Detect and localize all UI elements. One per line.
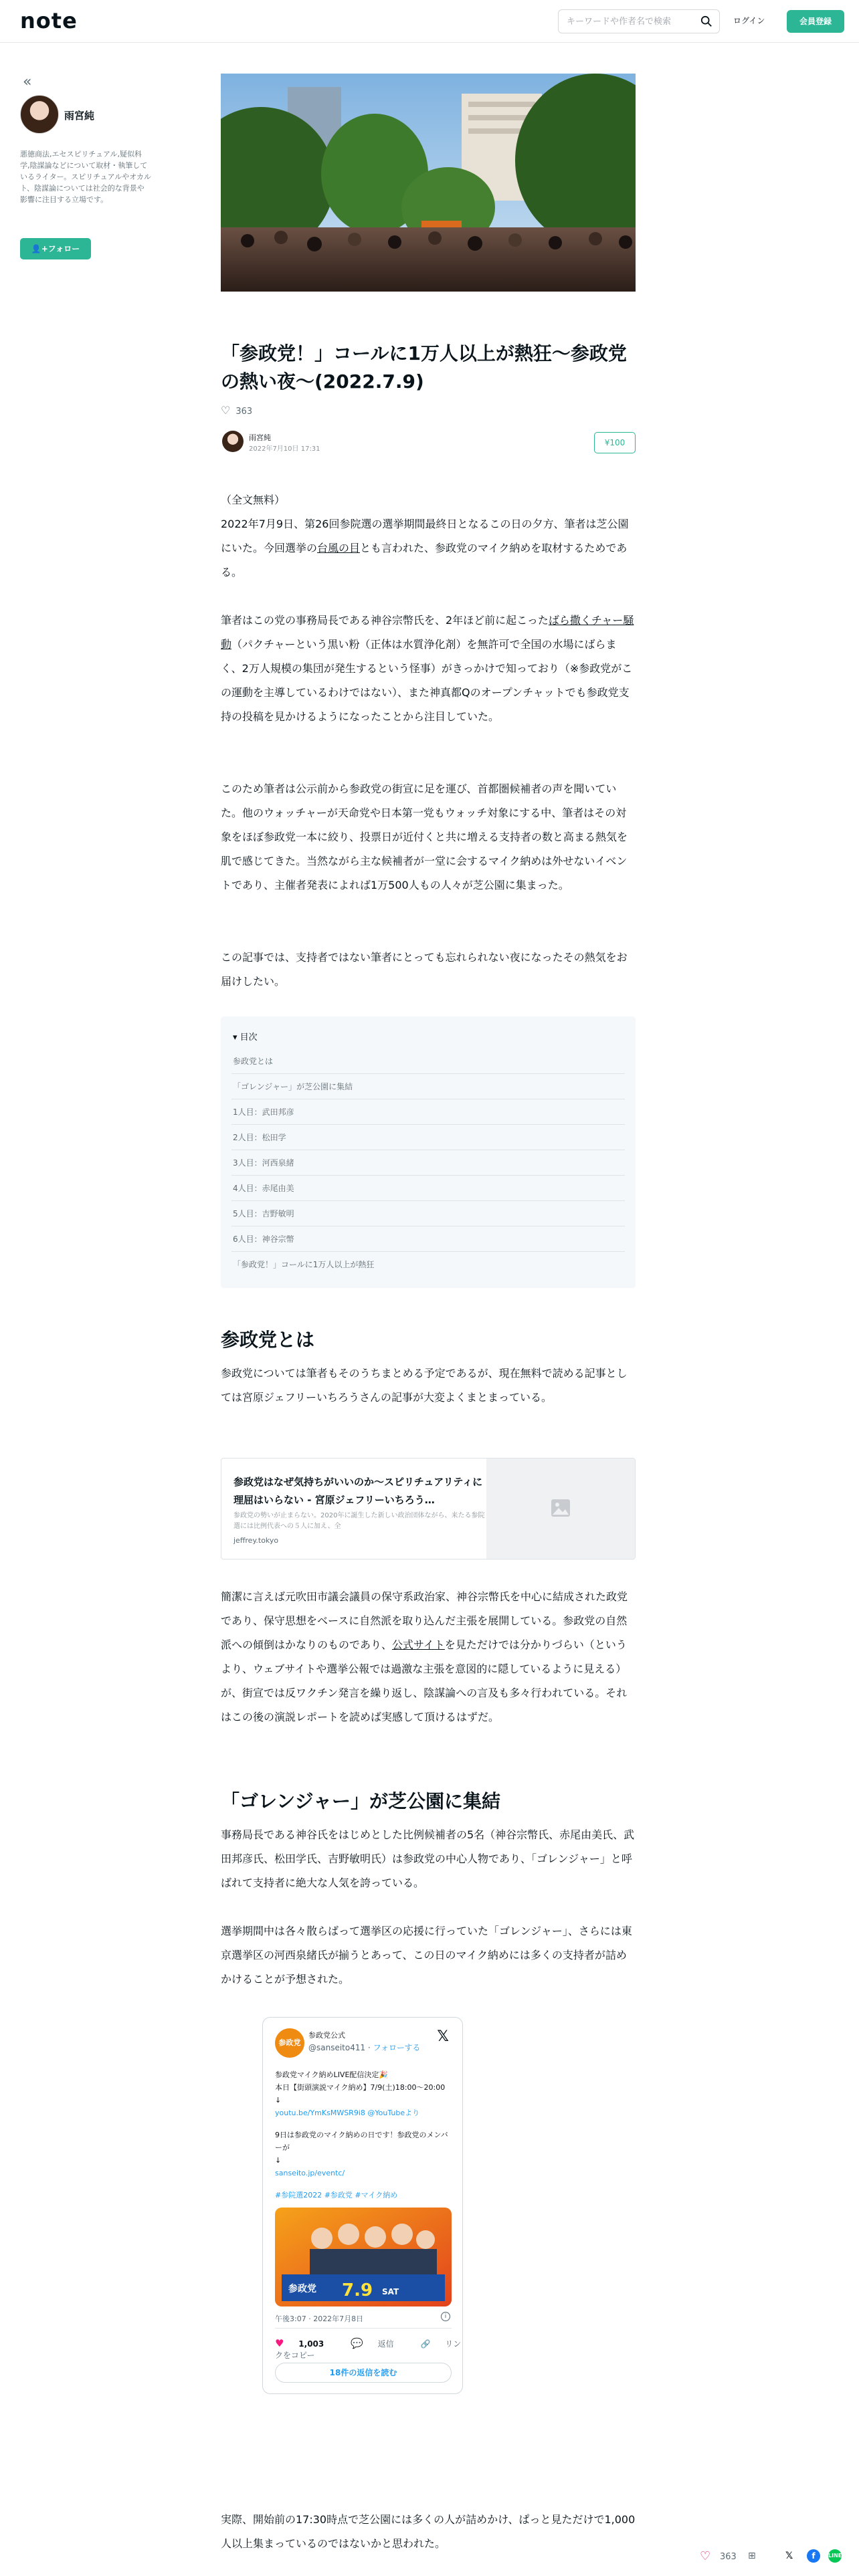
card-domain: jeffrey.tokyo [233, 1536, 279, 1545]
toc-item[interactable]: 参政党とは [231, 1049, 625, 1074]
link-card[interactable] [221, 1458, 636, 1560]
tweet-line: 本日【街頭演説マイク納め】7/9(土)18:00〜20:00 [275, 2083, 446, 2092]
tweet-follow-link[interactable]: フォローする [373, 2043, 421, 2052]
handle-text: @sanseito411 [308, 2043, 366, 2052]
hero-image [221, 74, 636, 292]
pakucha-link[interactable]: ばら撒くチャー騒動 [221, 614, 634, 651]
follow-label: フォロー [47, 244, 80, 253]
paragraph-3: このため筆者は公示前から参政党の街宣に足を運び、首都圏候補者の声を聞いていた。他のウォッチャーが天命党や日本第一党もウォッチ対象にする中、筆者はその対象をほぼ参政党一本に絞り、投票日が近付くと共に増える支持者の数と高まる熱気を肌で感じてきた。当然ながら主な候補者が一堂に会するマイク納めは外せないイベントであり、主催者発表によれば1万500人もの人々が芝公園に集まった。 [221, 782, 628, 891]
tweet-actions [275, 2337, 462, 2361]
tweet-hashtags[interactable]: #参院選2022 #参政党 #マイク納め [275, 2191, 398, 2199]
author-avatar[interactable] [20, 95, 59, 134]
site-header [0, 0, 859, 43]
add-user-icon: 👤+ [31, 244, 48, 253]
tweet-avatar[interactable]: 参政党 [275, 2028, 304, 2058]
tweet-like-count: 1,003 [298, 2339, 324, 2349]
poster-brand: 参政党 [288, 2284, 316, 2294]
paragraph-9: 実際、開始前の17:30時点で芝公園には多くの人が詰めかけ、ぱっと見ただけで1,000人以上集まっているのではないかと思われた。 [221, 2513, 636, 2550]
facebook-share-icon[interactable]: f [807, 2549, 820, 2563]
toc-item[interactable]: 6人目：神谷宗幣 [231, 1226, 625, 1252]
card-thumbnail [486, 1459, 635, 1560]
image-placeholder-icon [551, 1499, 571, 1517]
price-button[interactable]: ¥100 [594, 432, 636, 453]
tweet-reply-button[interactable] [351, 2339, 406, 2349]
section-heading: 「ゴレンジャー」が芝公園に集結 [221, 1790, 501, 1812]
share-like-count: 363 [720, 2552, 737, 2562]
follow-button[interactable] [20, 238, 91, 259]
paragraph-5: 参政党については筆者もそのうちまとめる予定であるが、現在無料で読める記事としては宮原ジェフリーいちろうさんの記事が大変よくまとまっている。 [221, 1367, 628, 1404]
toc-item[interactable]: 「ゴレンジャー」が芝公園に集結 [231, 1074, 625, 1099]
text: 簡潔に言えば元吹田市議会議員の保守系政治家、神谷宗幣氏を中心に結成された政党であり、保守思想をベースに自然派を取り込んだ主張を展開している。参政党の自然派への傾倒はかなりのものであり、 [221, 1590, 628, 1651]
reply-label: 返信 [377, 2339, 394, 2349]
speech-bubble-icon: 💬 [351, 2337, 363, 2349]
paragraph-6 [221, 1585, 637, 1729]
divider [275, 2328, 452, 2329]
article-title: 「参政党！」コールに1万人以上が熱狂〜参政党の熱い夜〜(2022.7.9) [221, 342, 627, 393]
author-name[interactable]: 雨宮純 [64, 110, 95, 122]
link-icon: 🔗 [420, 2339, 431, 2349]
text: 筆者はこの党の事務局長である神谷宗幣氏を、2年ほど前に起こった [221, 614, 549, 627]
text: 2022年7月9日、第26回参院選の選挙期間最終日となるこの日の夕方、筆者は芝公園にいた。今回選挙の [221, 518, 629, 554]
tweet-line: 参政党マイク納めLIVE配信決定🎉 [275, 2070, 389, 2079]
toc-item[interactable]: 3人目：河西泉緒 [231, 1150, 625, 1176]
card-title: 参政党はなぜ気持ちがいいのか〜スピリチュアリティに理屈はいらない - 宮原ジェフリーいちろう… [233, 1476, 483, 1506]
typhoon-eye-link[interactable]: 台風の目 [317, 542, 361, 554]
official-site-link[interactable]: 公式サイト [392, 1638, 445, 1651]
toc-item[interactable]: 1人目：武田邦彦 [231, 1099, 625, 1125]
collapse-sidebar-icon[interactable]: « [23, 74, 32, 90]
paragraph-4: この記事では、支持者ではない筆者にとっても忘れられない夜になったその熱気をお届けしたい。 [221, 951, 628, 988]
tweet-like-button[interactable] [275, 2339, 336, 2349]
tweet-line: 9日は参政党のマイク納めの日です！参政党のメンバーが [275, 2131, 448, 2152]
chevron-down-icon: ▾ [233, 1033, 240, 1043]
card-description: 参政党の勢いが止まらない。2020年に誕生した新しい政治団体ながら、来たる参院選には比例代表への５人に加え、全 [233, 1512, 485, 1530]
like-count: 363 [235, 407, 253, 417]
tweet-text [275, 2068, 453, 2202]
magazine-add-icon[interactable]: ⊞ [748, 2551, 756, 2561]
section-heading: 参政党とは [221, 1329, 315, 1351]
toc-item[interactable]: 「参政党！」コールに1万人以上が熱狂 [233, 1260, 375, 1269]
tweet-line: ↓ [275, 2096, 282, 2105]
paragraph-8: 選挙期間中は各々散らばって選挙区の応援に行っていた「ゴレンジャー」、さらには東京選挙区の河西泉緒氏が揃うとあって、この日のマイク納めには多くの支持者が詰めかけることが予想された。 [221, 1925, 632, 1985]
tweet-author-name[interactable]: 参政党公式 [308, 2031, 345, 2040]
x-logo-icon[interactable]: 𝕏 [437, 2028, 449, 2045]
author-bio: 悪徳商法,エセスピリチュアル,疑似科学,陰謀論などについて取材・執筆しているライター。スピリチュアルやオカルト、陰謀論については社会的な背景や影響に注目する立場です。 [20, 150, 151, 204]
heart-icon[interactable]: ♡ [700, 2549, 711, 2563]
toc-item[interactable]: 5人目：吉野敏明 [231, 1201, 625, 1226]
note-logo[interactable]: note [20, 8, 78, 33]
search-input[interactable] [559, 10, 692, 33]
tweet-youtube-link[interactable]: youtu.be/YmKsMWSR9i8 @YouTubeより [275, 2109, 420, 2117]
like-row[interactable] [221, 404, 252, 417]
tweet-event-link[interactable]: sanseito.jp/eventc/ [275, 2169, 345, 2177]
poster-date: 7.9 [342, 2280, 373, 2300]
tweet-media[interactable] [275, 2208, 452, 2306]
byline-avatar[interactable] [222, 431, 244, 452]
heart-icon[interactable]: ♡ [221, 404, 231, 417]
tweet-handle[interactable]: @sanseito411 · フォローする [308, 2043, 421, 2052]
heart-icon: ♥ [275, 2337, 284, 2349]
share-bar [700, 2547, 847, 2567]
byline-date: 2022年7月10日 17:31 [249, 445, 320, 453]
paragraph-intro [221, 488, 637, 584]
toc-label: 目次 [240, 1033, 258, 1043]
read-replies-button[interactable]: 18件の返信を読む [275, 2363, 452, 2383]
toc-item[interactable]: 4人目：赤尾由美 [231, 1176, 625, 1201]
toc-toggle[interactable] [233, 1030, 258, 1043]
event-poster [275, 2208, 452, 2306]
search-icon[interactable] [700, 15, 712, 27]
byline-author[interactable]: 雨宮純 [249, 433, 271, 442]
paragraph-7: 事務局長である神谷氏をはじめとした比例候補者の5名（神谷宗幣氏、赤尾由美氏、武田邦彦氏、松田学氏、吉野敏明氏）は参政党の中心人物であり、「ゴレンジャー」と呼ばれて支持者に絶大な人気を誇っている。 [221, 1828, 635, 1889]
login-link[interactable]: ログイン [733, 16, 765, 25]
signup-button[interactable]: 会員登録 [787, 10, 844, 33]
text: （パクチャーという黒い粉（正体は水質浄化剤）を無許可で全国の水場にばらまく、2万人規模の集団が発生するという怪事）がきっかけで知っており（※参政党がこの運動を主導しているわけではない）、また神真都Qのオープンチャットでも参政党支持の投稿を見かけるようになったことから注目していた。 [221, 638, 633, 723]
info-icon[interactable]: i [441, 2312, 450, 2321]
free-note: （全文無料） [221, 494, 286, 506]
tweet-embed[interactable] [262, 2017, 463, 2394]
poster-day: SAT [382, 2287, 399, 2296]
tweet-timestamp[interactable]: 午後3:07 · 2022年7月8日 [275, 2315, 364, 2323]
text: を見ただけでは分かりづらい（というより、ウェブサイトや選挙公報では過激な主張を意図的に隠しているように見える）が、街宣では反ワクチン発言を繰り返し、陰謀論への言及も多々行われている。それはこの後の演説レポートを読めば実感して頂けるはずだ。 [221, 1638, 628, 1723]
line-share-icon[interactable]: LINE [828, 2549, 842, 2563]
crowd-photo [221, 74, 636, 292]
paragraph-2 [221, 609, 637, 729]
x-share-icon[interactable]: 𝕏 [785, 2551, 793, 2561]
text: とも言われた、参政党のマイク納めを取材するためである。 [221, 542, 628, 578]
toc-item[interactable]: 2人目：松田学 [231, 1125, 625, 1150]
copy-label: リンクをコピー [275, 2339, 462, 2360]
tweet-line: ↓ [275, 2156, 282, 2165]
table-of-contents [221, 1016, 636, 1288]
search-box[interactable] [558, 9, 720, 33]
